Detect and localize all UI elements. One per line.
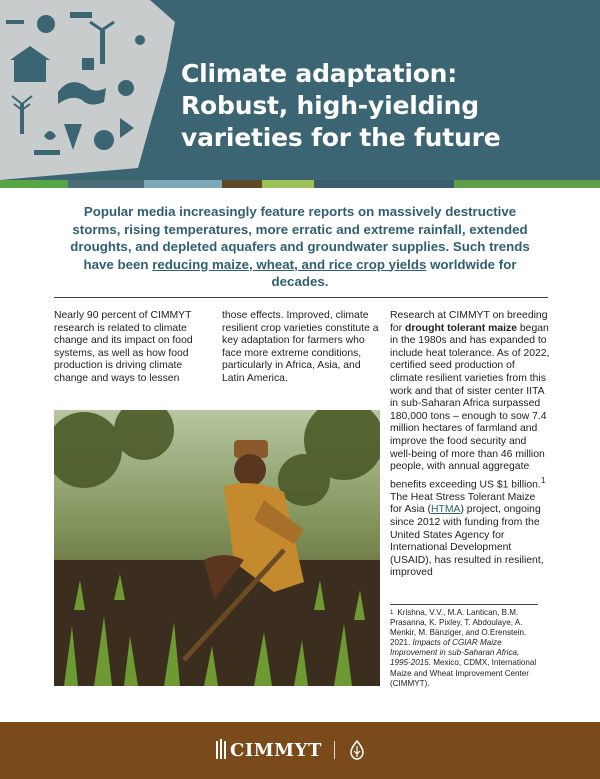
- title-line-3: varieties for the future: [181, 123, 501, 152]
- footnote-divider: [390, 604, 538, 605]
- lead-text-end: worldwide for decades.: [271, 256, 517, 289]
- divider: [54, 297, 548, 298]
- color-stripe: [0, 180, 600, 188]
- crop-yields-link[interactable]: reducing maize, wheat, and rice crop yields: [152, 256, 427, 272]
- cimmyt-wheat-mark-icon: [214, 739, 228, 761]
- cimmyt-logo: [214, 736, 365, 764]
- cgiar-logo-icon: [349, 740, 365, 760]
- title-line-1: Climate adaptation:: [181, 59, 458, 88]
- footnote-title: Impacts of CGIAR Maize Improvement in sub-Saharan Africa, 1995-2015.: [390, 638, 520, 668]
- page-title: [181, 58, 500, 154]
- header-band: [0, 0, 600, 180]
- logo-separator: [334, 741, 335, 759]
- title-line-2: Robust, high-yielding: [181, 91, 479, 120]
- htma-link[interactable]: HTMA: [431, 504, 461, 516]
- lead-paragraph: [70, 203, 530, 291]
- body-column-3: Research at CIMMYT on breeding for drought tolerant maize began in the 1980s and has expanded to include heat tolerance. As of 2022, certified seed production of climate resilient varieties from this work and that of sister center IITA in sub-Saharan Africa surpassed 180,000 tons – enough to sow 7.4 million hectares of farmland and improve the food security and well-being of more than 46 million people, with annual aggregate benefits exceeding US $1 billion.$^1$ The Heat Stress Tolerant Maize for Asia (HTMA) project, ongoing since 2012 with funding from the United States Agency for International Development (USAID), has resulted in resilient, improved: [390, 310, 550, 579]
- climate-illustration-icon: [0, 0, 175, 180]
- body-column-2: those effects. Improved, climate resilient crop varieties constitute a key adaptation for farmers who face more extreme conditions, particularly in Africa, Asia, and Latin America.: [222, 310, 379, 384]
- cimmyt-wordmark: CIMMYT: [230, 739, 322, 761]
- body-column-1: Nearly 90 percent of CIMMYT research is related to climate change and its impact on food systems, as well as how food production is driving climate change and ways to lessen: [54, 310, 193, 384]
- drought-tolerant-maize: drought tolerant maize: [405, 322, 518, 334]
- footnote-marker: 1: [390, 610, 394, 616]
- farmer-photo: [54, 410, 380, 686]
- footnote-ref: 1: [540, 474, 546, 485]
- lead-text: Popular media increasingly feature reports on massively destructive storms, rising temperatures, more erratic and extreme rainfall, extended droughts, and depleted aquafers and groundwater supplies. Such trends have been: [70, 204, 530, 272]
- footnote: $^1$ Krishna, V.V., M.A. Lantican, B.M. Prasanna, K. Pixley, T. Abdoulaye, A. Menkir, M. Bänziger, and O.Erenstein. 2021. Impacts of CGIAR Maize Improvement in sub-Saharan Africa, 1995-2015. Mexico, CDMX, International Maize and Wheat Improvement Center (CIMMYT).: [390, 608, 537, 688]
